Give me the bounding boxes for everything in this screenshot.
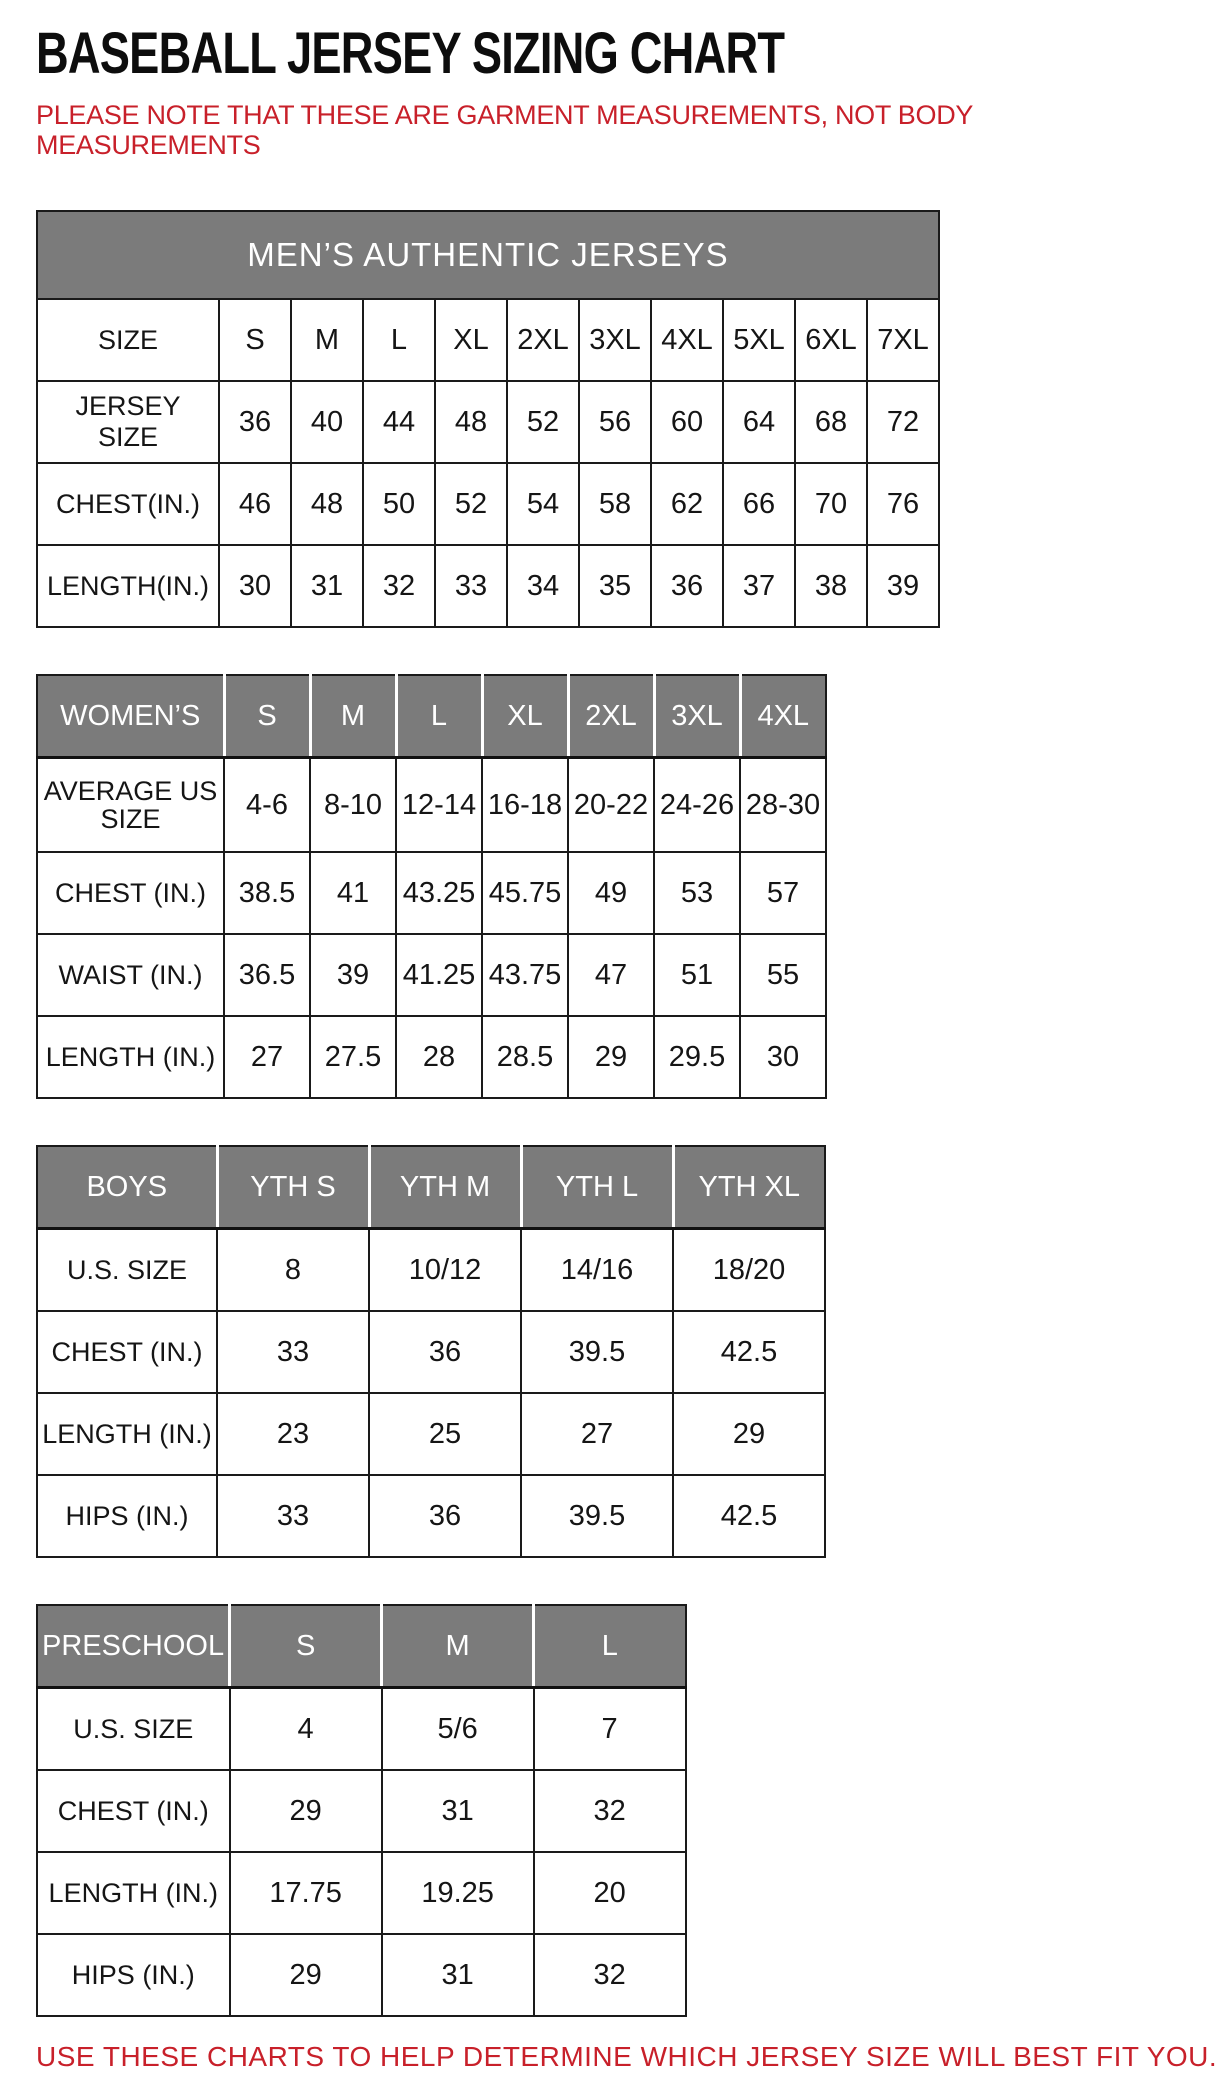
cell: 56 (579, 381, 651, 463)
note-line-1: PLEASE NOTE THAT THESE ARE GARMENT MEASUREMENTS, NOT BODY (36, 100, 974, 130)
womens-table (36, 674, 827, 1099)
garment-measurements-note (36, 101, 1220, 160)
table-row (37, 1393, 825, 1475)
cell: 46 (219, 463, 291, 545)
cell: 29.5 (654, 1016, 740, 1098)
table-row (37, 463, 939, 545)
table-row (37, 1688, 686, 1771)
cell: 51 (654, 934, 740, 1016)
cell: 66 (723, 463, 795, 545)
cell: 5/6 (382, 1688, 534, 1771)
cell: 36 (219, 381, 291, 463)
table-header-row (37, 1605, 686, 1688)
cell: 42.5 (673, 1475, 825, 1557)
row-label: LENGTH(IN.) (37, 545, 219, 627)
cell: 43.75 (482, 934, 568, 1016)
cell: 33 (217, 1475, 369, 1557)
row-label: U.S. SIZE (37, 1229, 217, 1312)
row-label: JERSEY SIZE (37, 381, 219, 463)
fit-advice-footer: USE THESE CHARTS TO HELP DETERMINE WHICH JERSEY SIZE WILL BEST FIT YOU. (36, 2041, 1218, 2073)
preschool-table (36, 1604, 687, 2017)
mens-authentic-jerseys-table (36, 210, 940, 628)
table-header-row (37, 675, 826, 758)
cell: 19.25 (382, 1852, 534, 1934)
column-header: 2XL (568, 675, 654, 758)
cell: 35 (579, 545, 651, 627)
note-line-2: MEASUREMENTS (36, 129, 261, 160)
table-row (37, 545, 939, 627)
cell: 27 (521, 1393, 673, 1475)
cell: 12-14 (396, 758, 482, 853)
cell: 16-18 (482, 758, 568, 853)
column-header: L (534, 1605, 686, 1688)
cell: S (219, 299, 291, 381)
column-header: YTH L (521, 1146, 673, 1229)
row-label: U.S. SIZE (37, 1688, 230, 1771)
cell: 20 (534, 1852, 686, 1934)
row-label: LENGTH (IN.) (37, 1393, 217, 1475)
row-label: CHEST (IN.) (37, 852, 224, 934)
row-label: CHEST (IN.) (37, 1311, 217, 1393)
cell: 4XL (651, 299, 723, 381)
table-row (37, 299, 939, 381)
cell: 57 (740, 852, 826, 934)
cell: 20-22 (568, 758, 654, 853)
cell: 37 (723, 545, 795, 627)
cell: 10/12 (369, 1229, 521, 1312)
table-row (37, 1311, 825, 1393)
cell: 36 (651, 545, 723, 627)
cell: 68 (795, 381, 867, 463)
column-header: M (310, 675, 396, 758)
cell: 29 (673, 1393, 825, 1475)
cell: 60 (651, 381, 723, 463)
table-row (37, 758, 826, 853)
table-banner-row (37, 211, 939, 299)
cell: 52 (435, 463, 507, 545)
cell: 64 (723, 381, 795, 463)
cell: M (291, 299, 363, 381)
cell: 36 (369, 1311, 521, 1393)
boys-table (36, 1145, 826, 1558)
cell: 3XL (579, 299, 651, 381)
cell: 39.5 (521, 1311, 673, 1393)
cell: 32 (363, 545, 435, 627)
column-header: S (224, 675, 310, 758)
cell: 47 (568, 934, 654, 1016)
column-header: L (396, 675, 482, 758)
column-header: 4XL (740, 675, 826, 758)
cell: 34 (507, 545, 579, 627)
table-row (37, 1229, 825, 1312)
cell: 45.75 (482, 852, 568, 934)
cell: 43.25 (396, 852, 482, 934)
cell: 17.75 (230, 1852, 382, 1934)
cell: 36 (369, 1475, 521, 1557)
column-header: BOYS (37, 1146, 217, 1229)
cell: 29 (230, 1770, 382, 1852)
cell: 53 (654, 852, 740, 934)
cell: 31 (382, 1770, 534, 1852)
cell: 30 (219, 545, 291, 627)
cell: 25 (369, 1393, 521, 1475)
row-label: SIZE (37, 299, 219, 381)
cell: 33 (217, 1311, 369, 1393)
table-row (37, 1934, 686, 2016)
cell: 39.5 (521, 1475, 673, 1557)
column-header: YTH XL (673, 1146, 825, 1229)
cell: 8-10 (310, 758, 396, 853)
cell: 29 (568, 1016, 654, 1098)
cell: 29 (230, 1934, 382, 2016)
cell: L (363, 299, 435, 381)
cell: 32 (534, 1770, 686, 1852)
cell: 7 (534, 1688, 686, 1771)
cell: 49 (568, 852, 654, 934)
cell: 31 (382, 1934, 534, 2016)
column-header: 3XL (654, 675, 740, 758)
cell: 44 (363, 381, 435, 463)
cell: 18/20 (673, 1229, 825, 1312)
cell: 28 (396, 1016, 482, 1098)
cell: 5XL (723, 299, 795, 381)
cell: 50 (363, 463, 435, 545)
cell: 70 (795, 463, 867, 545)
cell: 32 (534, 1934, 686, 2016)
row-label: AVERAGE US SIZE (37, 758, 224, 853)
column-header: WOMEN’S (37, 675, 224, 758)
cell: 58 (579, 463, 651, 545)
cell: 76 (867, 463, 939, 545)
cell: 24-26 (654, 758, 740, 853)
cell: 28.5 (482, 1016, 568, 1098)
row-label: LENGTH (IN.) (37, 1852, 230, 1934)
cell: 40 (291, 381, 363, 463)
table-row (37, 1852, 686, 1934)
cell: 38 (795, 545, 867, 627)
cell: 8 (217, 1229, 369, 1312)
table-row (37, 1770, 686, 1852)
row-label: CHEST(IN.) (37, 463, 219, 545)
cell: 31 (291, 545, 363, 627)
table-row (37, 934, 826, 1016)
column-header: PRESCHOOL (37, 1605, 230, 1688)
cell: 38.5 (224, 852, 310, 934)
cell: 2XL (507, 299, 579, 381)
column-header: YTH S (217, 1146, 369, 1229)
cell: 55 (740, 934, 826, 1016)
cell: 27.5 (310, 1016, 396, 1098)
cell: 33 (435, 545, 507, 627)
cell: 48 (291, 463, 363, 545)
cell: 48 (435, 381, 507, 463)
cell: 30 (740, 1016, 826, 1098)
table-row (37, 852, 826, 934)
row-label: LENGTH (IN.) (37, 1016, 224, 1098)
cell: 41 (310, 852, 396, 934)
column-header: YTH M (369, 1146, 521, 1229)
cell: 4-6 (224, 758, 310, 853)
cell: 72 (867, 381, 939, 463)
table-row (37, 381, 939, 463)
cell: 41.25 (396, 934, 482, 1016)
cell: XL (435, 299, 507, 381)
table-row (37, 1016, 826, 1098)
cell: 6XL (795, 299, 867, 381)
mens-table-title: MEN’S AUTHENTIC JERSEYS (37, 211, 939, 299)
row-label: WAIST (IN.) (37, 934, 224, 1016)
row-label: HIPS (IN.) (37, 1475, 217, 1557)
table-header-row (37, 1146, 825, 1229)
cell: 39 (867, 545, 939, 627)
cell: 52 (507, 381, 579, 463)
row-label: CHEST (IN.) (37, 1770, 230, 1852)
row-label: HIPS (IN.) (37, 1934, 230, 2016)
cell: 14/16 (521, 1229, 673, 1312)
cell: 42.5 (673, 1311, 825, 1393)
cell: 23 (217, 1393, 369, 1475)
cell: 27 (224, 1016, 310, 1098)
column-header: S (230, 1605, 382, 1688)
column-header: M (382, 1605, 534, 1688)
cell: 7XL (867, 299, 939, 381)
cell: 4 (230, 1688, 382, 1771)
table-row (37, 1475, 825, 1557)
column-header: XL (482, 675, 568, 758)
cell: 28-30 (740, 758, 826, 853)
page-title: BASEBALL JERSEY SIZING CHART (36, 21, 785, 86)
cell: 39 (310, 934, 396, 1016)
cell: 36.5 (224, 934, 310, 1016)
cell: 62 (651, 463, 723, 545)
cell: 54 (507, 463, 579, 545)
